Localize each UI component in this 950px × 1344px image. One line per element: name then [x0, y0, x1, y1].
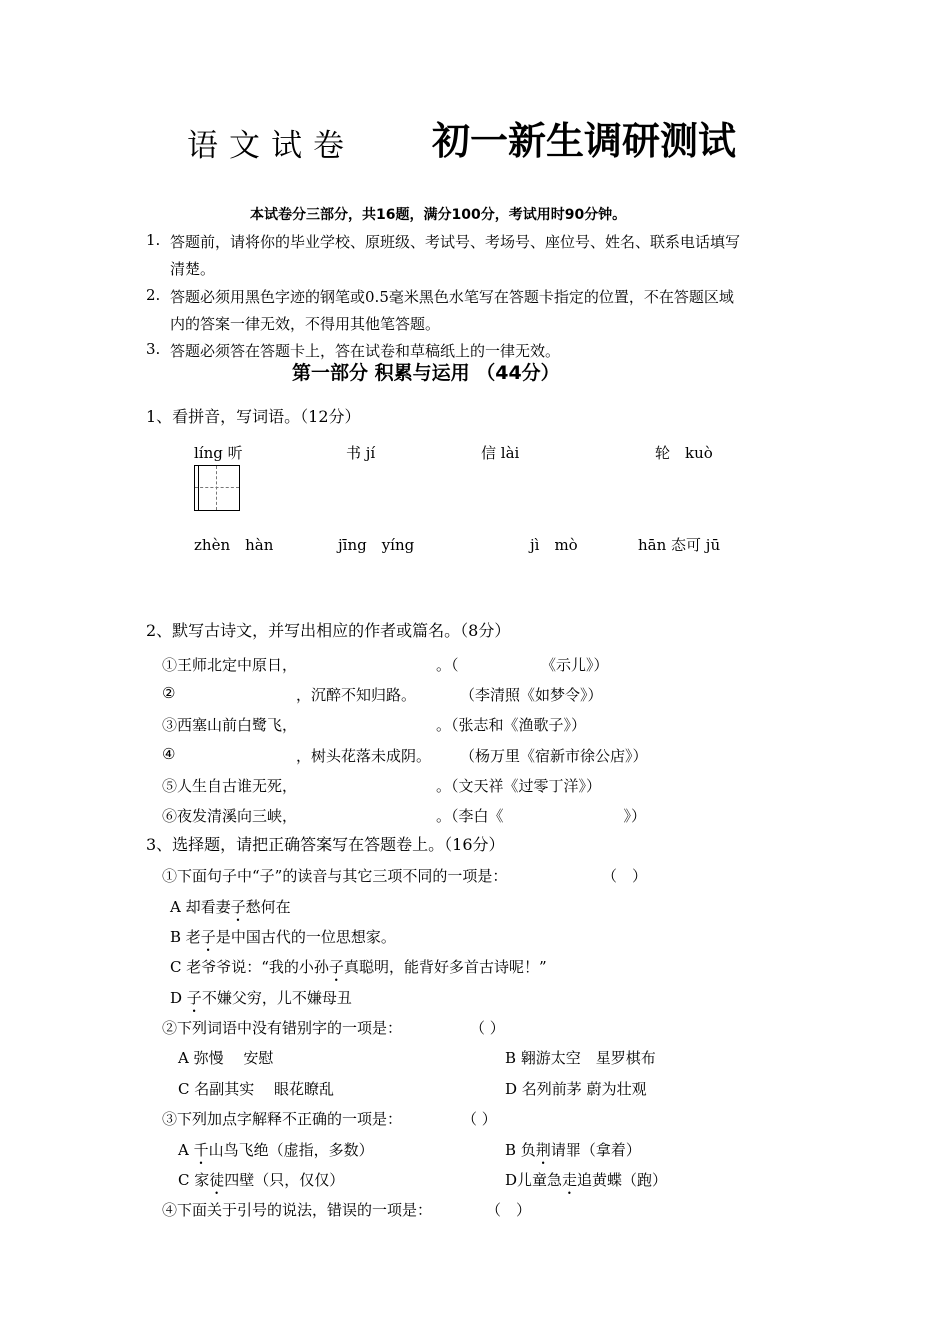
note-1-line1: 答题前，请将你的毕业学校、原班级、考试号、考场号、座位号、姓名、联系电话填写 [170, 233, 741, 251]
pinyin-shu-ji: 书 jí [346, 444, 376, 462]
q3-4-stem: ④下面关于引号的说法，错误的一项是： [162, 1201, 433, 1219]
option-a-dotted-char: 子 [230, 898, 246, 916]
option-b-post: 请罪（拿着） [550, 1141, 641, 1159]
option-b-dotted-char: 荆 [535, 1141, 551, 1159]
poem-line-2-mid: ，沉醉不知归路。 [296, 686, 417, 704]
box-vertical-guide [216, 466, 217, 510]
poem-line-2-right: （李清照《如梦令》） [460, 686, 603, 704]
option-a-dotted-char: 千 [193, 1141, 209, 1159]
option-b-dotted-char: 子 [200, 928, 216, 946]
q3-1-answer-paren: （ ） [602, 867, 648, 885]
poem-line-3-left: ③西塞山前白鹭飞， [162, 716, 298, 734]
pinyin-xin-lai: 信 lài [481, 444, 520, 462]
q2-title: 2、默写古诗文，并写出相应的作者或篇名。（8分） [146, 621, 511, 640]
poem-line-2-left: ② [162, 684, 176, 702]
q3-1-option-d [170, 987, 352, 1016]
poem-line-3-right: 。（张志和《渔歌子》） [436, 716, 587, 734]
option-a-post: 山鸟飞绝（虚指，多数） [208, 1141, 374, 1159]
option-d-post: 不嫌父穷，儿不嫌母丑 [201, 989, 352, 1007]
pinyin-ling-ting: líng 听 [194, 444, 243, 462]
pinyin-lun-kuo: 轮 kuò [655, 444, 713, 462]
option-c-post: 四壁（只，仅仅） [224, 1171, 345, 1189]
q3-1-option-b [170, 926, 396, 955]
option-b-pre: B 老 [170, 928, 201, 946]
poem-line-1-right: 。（ 《示儿》） [436, 656, 609, 674]
option-a-pre: A [178, 1141, 194, 1159]
option-c-post: 真聪明，能背好多首古诗呢！” [343, 958, 547, 976]
pinyin-jing-ying: jīng yíng [338, 536, 415, 554]
q3-3-option-d [505, 1169, 667, 1198]
subject-title: 语文试卷 [187, 128, 355, 164]
option-d-pre: D儿童急 [505, 1171, 563, 1189]
writing-box[interactable] [194, 465, 240, 511]
option-a-post: 愁何在 [245, 898, 291, 916]
note-3-num: 3. [146, 340, 161, 358]
option-b-post: 是中国古代的一位思想家。 [215, 928, 396, 946]
note-1-line2: 清楚。 [170, 260, 216, 278]
q3-title: 3、选择题，请把正确答案写在答题卷上。（16分） [146, 835, 505, 854]
exam-intro: 本试卷分三部分，共16题，满分100分，考试用时90分钟。 [250, 207, 627, 223]
q3-3-option-a [178, 1139, 374, 1168]
option-c-pre: C 家 [178, 1171, 210, 1189]
pinyin-han-tai-ke-ju: hān 态可 jū [638, 536, 721, 554]
q3-3-option-b [505, 1139, 641, 1168]
note-2-line2: 内的答案一律无效，不得用其他笔答题。 [170, 315, 441, 333]
option-c-dotted-char: 子 [328, 958, 344, 976]
option-d-post: 追黄蝶（跑） [577, 1171, 668, 1189]
option-d-dotted-char: 子 [186, 989, 202, 1007]
poem-line-4-left: ④ [162, 745, 176, 763]
option-b-pre: B 负 [505, 1141, 536, 1159]
q3-2-option-b: B 翱游太空 星罗棋布 [505, 1049, 656, 1067]
poem-line-4-mid: ，树头花落未成阴。 [296, 747, 432, 765]
q3-1-option-a [170, 896, 291, 925]
q3-2-option-a: A 弥慢 安慰 [178, 1049, 274, 1067]
q3-3-answer-paren: （ ） [462, 1110, 497, 1128]
option-d-dotted-char: 走 [562, 1171, 578, 1189]
q3-3-option-c [178, 1169, 344, 1198]
pinyin-ji-mo: jì mò [530, 536, 578, 554]
option-c-pre: C 老爷爷说：“我的小孙 [170, 958, 329, 976]
q3-1-stem: ①下面句子中“子”的读音与其它三项不同的一项是： [162, 867, 508, 885]
poem-line-5-left: ⑤人生自古谁无死， [162, 777, 298, 795]
q1-title: 1、看拼音，写词语。（12分） [146, 407, 361, 426]
q3-1-option-c [170, 956, 547, 985]
poem-line-1-left: ①王师北定中原日， [162, 656, 298, 674]
q3-2-option-c: C 名副其实 眼花瞭乱 [178, 1080, 335, 1098]
q3-4-answer-paren: （ ） [486, 1201, 532, 1219]
q3-3-stem: ③下列加点字解释不正确的一项是： [162, 1110, 403, 1128]
poem-line-6-right: 。（李白《 》） [436, 807, 647, 825]
q3-2-stem: ②下列词语中没有错别字的一项是： [162, 1019, 403, 1037]
note-2-num: 2. [146, 286, 161, 304]
note-1-num: 1. [146, 231, 161, 249]
option-a-pre: A 却看妻 [170, 898, 231, 916]
q3-2-option-d: D 名列前茅 蔚为壮观 [505, 1080, 647, 1098]
box-edge-line [198, 466, 199, 510]
poem-line-5-right: 。（文天祥《过零丁洋》） [436, 777, 602, 795]
option-d-pre: D [170, 989, 187, 1007]
poem-line-6-left: ⑥夜发清溪向三峡， [162, 807, 298, 825]
note-2-line1: 答题必须用黑色字迹的钢笔或0.5毫米黑色水笔写在答题卡指定的位置，不在答题区域 [170, 288, 734, 306]
q3-2-answer-paren: （ ） [470, 1019, 505, 1037]
exam-title: 初一新生调研测试 [432, 119, 737, 163]
box-horizontal-guide [195, 487, 239, 488]
pinyin-zhen-han: zhèn hàn [194, 536, 274, 554]
poem-line-4-right: （杨万里《宿新市徐公店》） [460, 747, 648, 765]
part1-title: 第一部分 积累与运用 （44分） [292, 362, 560, 384]
note-3-line1: 答题必须答在答题卡上，答在试卷和草稿纸上的一律无效。 [170, 342, 561, 360]
option-c-dotted-char: 徒 [209, 1171, 225, 1189]
